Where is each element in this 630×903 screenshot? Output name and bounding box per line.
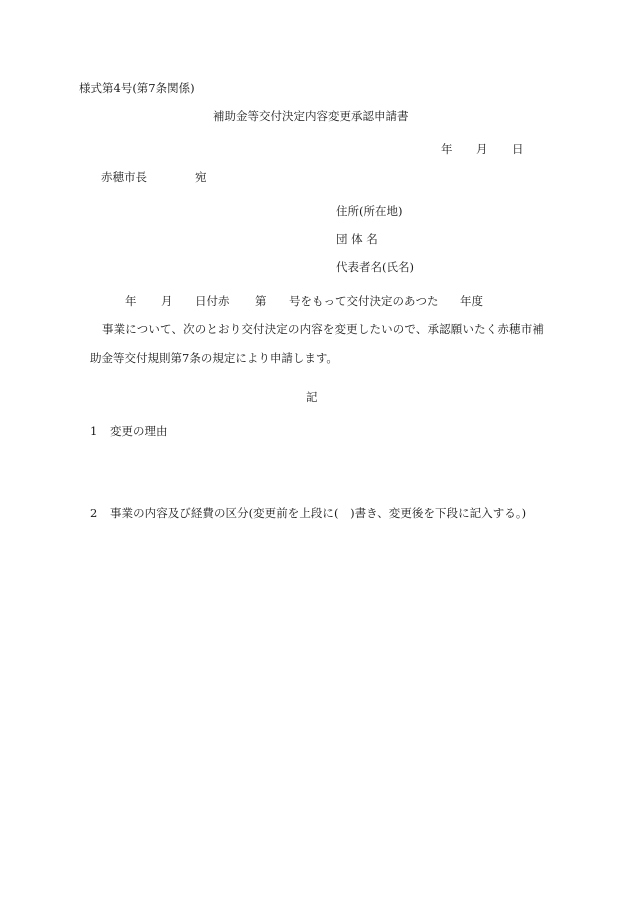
item-1-label: 変更の理由 bbox=[110, 424, 168, 438]
applicant-group-label: 団 体 名 bbox=[336, 232, 378, 246]
date-month-label: 月 bbox=[476, 142, 488, 156]
form-title: 補助金等交付決定内容変更承認申請書 bbox=[213, 109, 409, 123]
date-day-label: 日 bbox=[512, 142, 524, 156]
reference-year-label: 年 bbox=[125, 294, 137, 308]
reference-date-prefix: 日付赤 bbox=[195, 294, 230, 308]
applicant-representative-label: 代表者名(氏名) bbox=[336, 260, 414, 274]
form-number: 様式第4号(第7条関係) bbox=[79, 81, 195, 95]
body-line-2: 事業について、次のとおり交付決定の内容を変更したいので、承認願いたく赤穂市補 bbox=[102, 322, 545, 336]
reference-number-suffix: 号をもって交付決定のあつた bbox=[289, 294, 439, 308]
applicant-address-label: 住所(所在地) bbox=[336, 204, 403, 218]
reference-month-label: 月 bbox=[161, 294, 173, 308]
addressee-name: 赤穂市長 bbox=[101, 170, 147, 184]
item-2-number: 2 bbox=[90, 506, 98, 520]
reference-number-prefix: 第 bbox=[255, 294, 267, 308]
ki-heading: 記 bbox=[306, 390, 318, 404]
item-2-label: 事業の内容及び経費の区分(変更前を上段に( )書き、変更後を下段に記入する。) bbox=[110, 506, 527, 520]
date-year-label: 年 bbox=[441, 142, 453, 156]
body-line-3: 助金等交付規則第7条の規定により申請します。 bbox=[90, 351, 338, 365]
fiscal-year-label: 年度 bbox=[460, 294, 483, 308]
item-1-number: 1 bbox=[90, 424, 98, 438]
addressee-honorific: 宛 bbox=[195, 170, 207, 184]
